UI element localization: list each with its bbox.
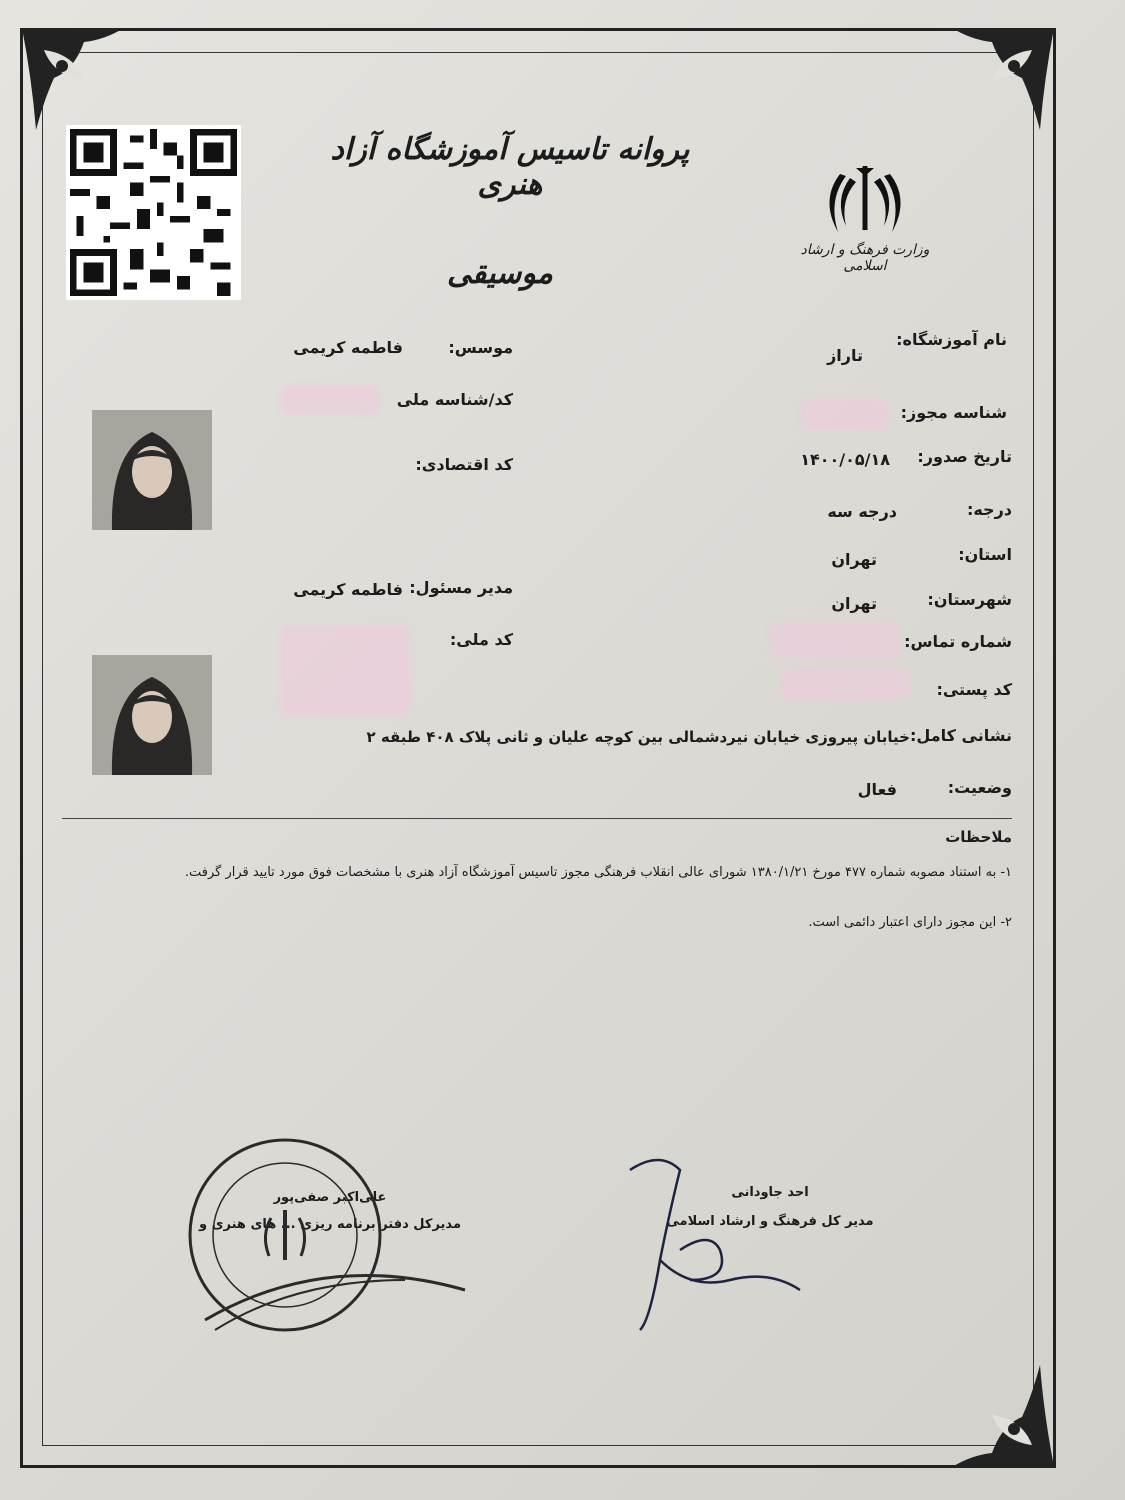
remarks-title: ملاحظات bbox=[945, 828, 1012, 846]
right-signatory-name: احد جاودانی bbox=[731, 1185, 809, 1200]
redacted-phone bbox=[770, 622, 900, 658]
status-value: فعال bbox=[857, 780, 897, 799]
corner-ornament-bottom-right bbox=[912, 1325, 1062, 1475]
economic-code-label: کد اقتصادی: bbox=[415, 455, 513, 474]
official-stamp bbox=[175, 1130, 475, 1350]
status-label: وضعیت: bbox=[947, 778, 1012, 797]
founder-value: فاطمه کریمی bbox=[293, 338, 403, 357]
founder-photo bbox=[92, 410, 212, 530]
city-label: شهرستان: bbox=[927, 590, 1012, 609]
qr-code bbox=[66, 125, 241, 300]
founder-label: موسس: bbox=[448, 338, 513, 357]
remark-note-1: ۱- به استناد مصوبه شماره ۴۷۷ مورخ ۱۳۸۰/۱/۲۱ شورای عالی انقلاب فرهنگی مجوز تاسیس آموزشگاه آزاد هنری با مشخصات فوق مورد تایید قرار گرفت. bbox=[184, 865, 1012, 880]
postal-code-label: کد پستی: bbox=[936, 680, 1012, 699]
address-value: خیابان پیروزی خیابان نیردشمالی بین کوچه علیان و ثانی پلاک ۴۰۸ طبقه ۲ bbox=[366, 728, 910, 746]
ministry-name: وزارت فرهنگ و ارشاد اسلامی bbox=[800, 242, 930, 274]
manager-national-id-label: کد ملی: bbox=[449, 630, 513, 649]
phone-label: شماره تماس: bbox=[904, 632, 1012, 651]
iran-emblem-icon bbox=[820, 160, 910, 240]
corner-ornament-top-right bbox=[912, 20, 1062, 170]
school-name-value: تاراز bbox=[827, 346, 863, 365]
address-label: نشانی کامل: bbox=[910, 726, 1012, 745]
document-subject: موسیقی bbox=[447, 256, 553, 291]
redacted-national-id bbox=[280, 385, 380, 415]
redacted-license-id bbox=[800, 398, 890, 430]
grade-value: درجه سه bbox=[827, 502, 897, 521]
grade-label: درجه: bbox=[966, 500, 1012, 519]
province-value: تهران bbox=[831, 550, 877, 569]
left-signatory-title: مدیرکل دفتر برنامه ریزی ... های هنری و bbox=[198, 1217, 461, 1232]
issue-date-value: ۱۴۰۰/۰۵/۱۸ bbox=[800, 450, 890, 469]
license-id-label: شناسه مجوز: bbox=[900, 403, 1007, 422]
manager-photo bbox=[92, 655, 212, 775]
redacted-manager-national-id bbox=[280, 625, 410, 715]
national-id-label: کد/شناسه ملی bbox=[396, 390, 513, 409]
left-signatory-name: علی‌اکبر صفی‌پور bbox=[273, 1190, 387, 1205]
issue-date-label: تاریخ صدور: bbox=[917, 447, 1012, 466]
redacted-postal-code bbox=[780, 668, 910, 700]
city-value: تهران bbox=[831, 594, 877, 613]
right-signatory-title: مدیر کل فرهنگ و ارشاد اسلامی bbox=[666, 1214, 874, 1229]
manager-value: فاطمه کریمی bbox=[293, 580, 403, 599]
province-label: استان: bbox=[958, 545, 1012, 564]
document-title: پروانه تاسیس آموزشگاه آزاد هنری bbox=[330, 132, 690, 202]
manager-label: مدیر مسئول: bbox=[409, 578, 513, 597]
handwritten-signature bbox=[620, 1150, 820, 1340]
remarks-divider bbox=[62, 818, 1012, 819]
school-name-label: نام آموزشگاه: bbox=[896, 330, 1007, 349]
remark-note-2: ۲- این مجوز دارای اعتبار دائمی است. bbox=[808, 915, 1012, 930]
